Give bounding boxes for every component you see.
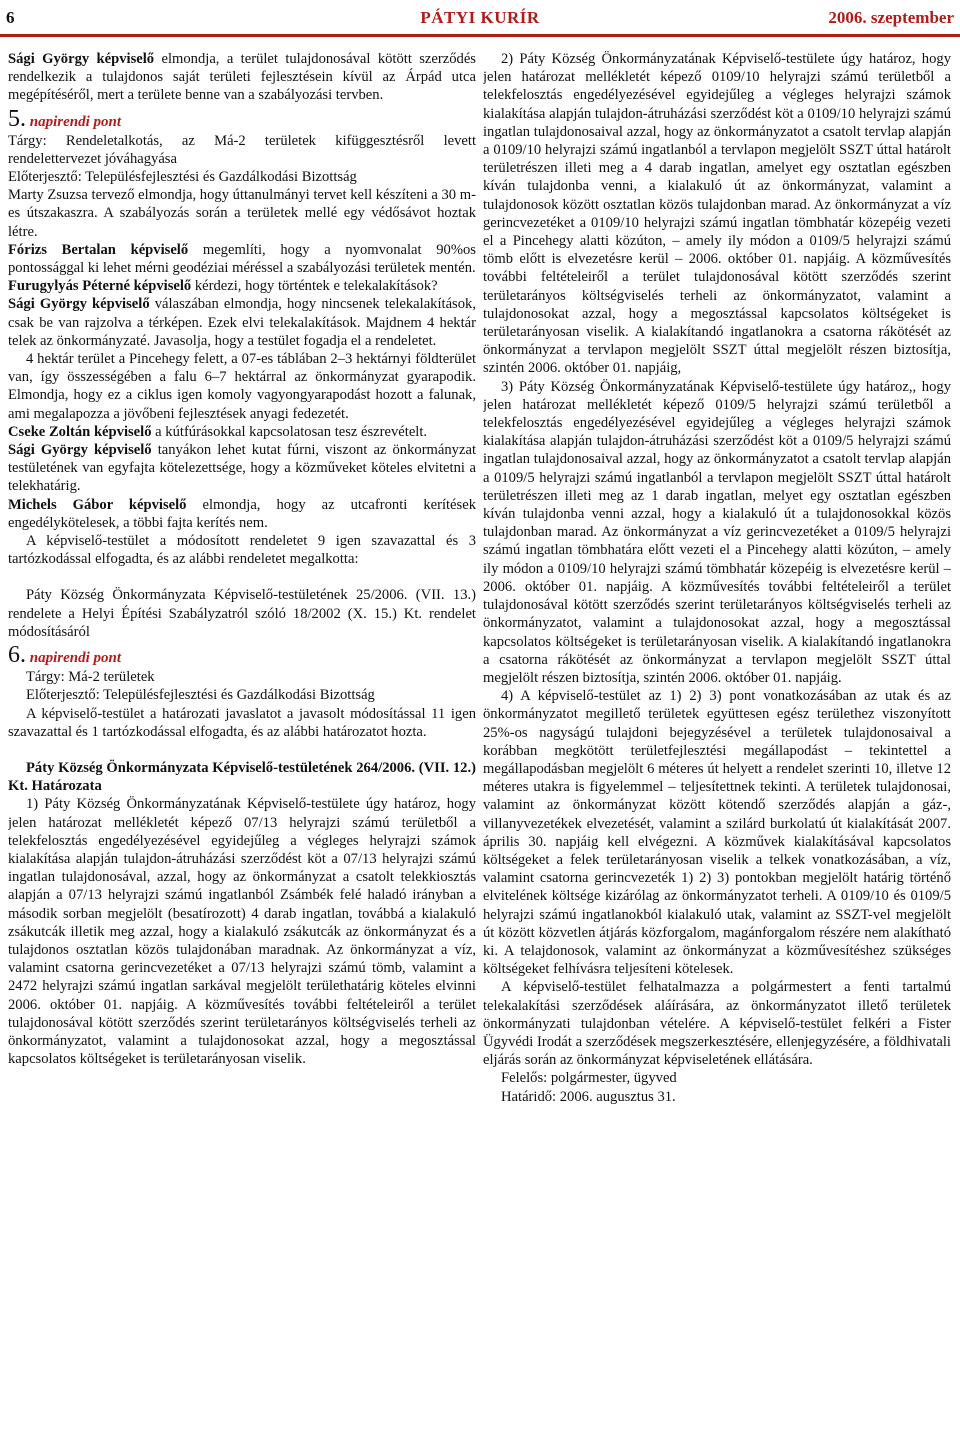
issue-date: 2006. szeptember xyxy=(828,8,954,27)
spacer xyxy=(8,568,476,586)
paragraph: 2) Páty Község Önkormányzatának Képviselő-testülete úgy határoz, hogy jelen határozat mellékletét képező 0109/10 helyrajzi számú területből a telekfelosztás engedélyezésével egyidejűleg a végleges helyrajzi számok kialakítása alapján tulajdon-átruházási szerződést köt a 0109/10 helyrajzi számú ingatlan tulajdonosaival azzal, hogy az önkormányzatot a csatolt tervlap alapján a 0109/10 helyrajzi számú ingatlanból a tervlapon megjelölt SSZT úttal határolt területrészen illeti meg a 4 darab ingatlan, amelyet egy osztatlan egészben kíván tulajdonba venni, a kialakuló út az önkormányzat, valamint a tulajdonosok között osztatlan közös tulajdonban marad. Az önkormányzat a víz gerincvezetéket a 0109/10 helyrajzi számú ingatlan tömbhatár közepéig vezeti el a Pincehegy alatti közúton, – amely ily módon a 0109/5 helyrajzi számú tömb előtt is elvezetésre kerül – 2006. október 01. napjáig. A közművesítés további feltételeiről a terület tulajdonosával kötött szerződés szerint területarányos költségviselés terheli az önkormányzatot, valamint a tulajdonosokat azzal, hogy a megosztással kapcsolatos költségeket is területarányosan viselik. A kialakítandó ingatlanokra a csatorna rákötését az önkormányzat a tervlapon megjelölt SSZT úttal megjelölt részen biztosítja, szintén 2006. október 01. napjáig, xyxy=(483,51,951,377)
agenda-heading: 6. napirendi pont xyxy=(8,642,122,669)
paragraph: A képviselő-testület a határozati javaslatot a javasolt módosítással 11 igen szavazattal és 1 tartózkodással elfogadta, és az alábbi határozatot hozta. xyxy=(8,705,476,740)
paragraph: Marty Zsuzsa tervező elmondja, hogy úttanulmányi tervet kell készíteni a 30 m-es útszakaszra. A szabályozás során a területek mellé egy védősávot hoztak létre. xyxy=(8,187,476,240)
speaker-name: Cseke Zoltán képviselő xyxy=(8,423,152,440)
paragraph: Michels Gábor képviselő elmondja, hogy az utcafronti kerítések engedélykötelesek, a többi fajta kerítés nem. xyxy=(8,496,476,531)
decree-title: Páty Község Önkormányzata Képviselő-testületének 25/2006. (VII. 13.) rendelete a Helyi Építési Szabályzatról szóló 18/2002 (X. 15.) Kt. rendelet módosításáról xyxy=(8,587,476,640)
paragraph: A képviselő-testület felhatalmazza a polgármestert a fenti tartalmú telekalakítási szerződések aláírására, az önkormányzatot illető területek önkormányzati tulajdonban vételére. A képviselő-testület felkéri a Fister Ügyvédi Irodát a szerződések megszerkesztésére, ellenjegyzésére, a földhivatali eljárás során az önkormányzat képviseletének ellátására. xyxy=(483,979,951,1069)
paragraph: 1) Páty Község Önkormányzatának Képviselő-testülete úgy határoz, hogy jelen határozat mellékletét képező 07/13 helyrajzi számú területből a telekfelosztás engedélyezésével egyidejűleg a végleges helyrajzi számok kialakítása alapján tulajdon-átruházási szerződést köt a 07/13 helyrajzi számú ingatlan tulajdonosával, azzal, hogy az önkormányzat a csatolt telekkiosztás alapján a 07/13 helyrajzi számú ingatlanból Zsámbék felé haladó irányban a második sorban megjelölt (besatírozott) 4 darab ingatlan, továbbá a kialakuló zsákutcák illetik meg azzal, hogy a kialakuló zsákutcák az önkormányzat és a tulajdonos osztatlan közös tulajdonában maradnak. Az önkormányzat a víz, valamint csatorna gerincvezetéket a 07/13 helyrajzi számú tömb, valamint a 2472 helyrajzi számú ingatlan sarkával megjelölt területhatárig köteles elvinni 2006. október 01. napjáig. A közművesítés további feltételeiről a terület tulajdonosával kötött szerződés szerint területarányos költségviselés terheli az önkormányzatot, valamint a tulajdonosokat azzal, hogy a megosztással kapcsolatos költségeket is területarányosan viselik. xyxy=(8,796,476,1068)
paragraph: Furugylyás Péterné képviselő kérdezi, hogy történtek e telekalakítások? xyxy=(8,278,438,295)
paragraph: 3) Páty Község Önkormányzatának Képviselő-testülete úgy határoz,, hogy jelen határozat mellékletét képező 0109/5 helyrajzi számú területből a telekfelosztás engedélyezésével egyidejűleg a végleges helyrajzi számok kialakítása alapján tulajdon-átruházási szerződést köt a 0109/5 helyrajzi számú ingatlan tulajdonosaival azzal, hogy az önkormányzatot a csatolt tervlap alapján a 0109/5 helyrajzi számú ingatlanból a tervlapon megjelölt SSZT úttal határolt területrészen illeti meg az 1 darab ingatlan, melyet egy osztatlan egészben kíván tulajdonba venni azzal, hogy a kialakuló út a tulajdonosokkal közös tulajdonban marad. Az önkormányzat a víz gerincvezetéket a 0109/5 helyrajzi számú ingatlan tömbhatára előtt vezeti el a Pincehegy alatti közúton, – amely ily módon a 0109/10 helyrajzi számú tömbhatár közepéig is elvezetésre kerül – 2006. október 01. napjáig. A közművesítés további feltételeiről a terület tulajdonosával kötött szerződés szerint területarányos költségviselés terheli az önkormányzatot, valamint a tulajdonosokat azzal, hogy a megosztással kapcsolatos költségeket is területarányosan viselik. A kialakítandó ingatlanokra a csatorna rákötését az önkormányzat a tervlapon megjelölt SSZT úttal megjelölt részen biztosítja, szintén 2006. október 01. napjáig. xyxy=(483,378,951,686)
paragraph: 4) A képviselő-testület az 1) 2) 3) pont vonatkozásában az utak és az önkormányzatot megillető területek együttesen egész területhez viszonyított 25%-os nagyságú tulajdoni bejegyzésével a területek tulajdonosaival a korábban megkötött területfejlesztési megállapodást – tekintettel a megállapodásban megjelölt 6 méteres út helyett a rendelet szerinti 10, illetve 12 méteres utakra is figyelemmel – teljesítettnek tekinti. A területek tulajdonosai, valamint az önkormányzat között kötendő szerződés alapján a gáz-, villanyvezetékek elvezetését, valamint a szilárd burkolatú út kialakítását 2007. április 30. napjáig kell elvégezni. A közművek kialakításával kapcsolatos költségeket a felek területarányosan viselik a telkek vonatkozásában, a víz, valamint csatorna gerincvezeték 1) 2) 3) pontokban megjelölt határig történő elvitelének költsége kizárólag az önkormányzatot terheli. A 0109/10 és 0109/5 helyrajzi számú ingatlanokból kialakuló utak, valamint az SSZT-vel megjelölt út között közvetlen átjárás közforgalom, magánforgalom részére nem alakítható ki. A telajdonosok, valamint az önkormányzat a közművesítéshez szükséges költségeket felhívásra teljesíteni kötelesek. xyxy=(483,688,951,978)
left-column xyxy=(8,50,476,1420)
page-header xyxy=(0,0,960,34)
speaker-name: Fórizs Bertalan képviselő xyxy=(8,241,189,258)
paragraph: A képviselő-testület a módosított rendeletet 9 igen szavazattal és 3 tartózkodással elfogadta, és az alábbi rendeletet megalkotta: xyxy=(8,533,476,568)
agenda-subject: Tárgy: Rendeletalkotás, az Má-2 területek kifüggesztésről levett rendelettervezet jóváhagyása xyxy=(8,132,476,167)
paragraph: Fórizs Bertalan képviselő megemlíti, hogy a nyomvonalat 90%os pontossággal ki lehet mérni geodéziai méréssel a szabályozási területek mentén. xyxy=(8,241,476,277)
agenda-heading: 5. napirendi pont xyxy=(8,105,122,132)
speaker-name: Sági György képviselő xyxy=(8,296,150,313)
deadline-line: Határidő: 2006. augusztus 31. xyxy=(501,1088,676,1105)
paragraph: Sági György képviselő tanyákon lehet kutat fúrni, viszont az önkormányzat testületének van egyfajta kötelezettsége, hogy a közműveket köteles elvitetni a telekhatárig. xyxy=(8,442,476,495)
agenda-subject: Tárgy: Má-2 területek xyxy=(26,669,155,686)
responsible-line: Felelős: polgármester, ügyved xyxy=(501,1070,677,1087)
speaker-name: Sági György képviselő xyxy=(8,51,155,67)
resolution-title: Páty Község Önkormányzata Képviselő-testületének 264/2006. (VII. 12.) Kt. Határozata xyxy=(8,759,476,795)
agenda-presenter: Előterjesztő: Településfejlesztési és Gazdálkodási Bizottság xyxy=(8,169,357,186)
publication-title: PÁTYI KURÍR xyxy=(420,8,540,27)
spacer xyxy=(8,741,476,759)
speaker-name: Furugylyás Péterné képviselő xyxy=(8,278,192,295)
right-column xyxy=(483,50,951,1420)
paragraph: 4 hektár terület a Pincehegy felett, a 07-es táblában 2–3 hektárnyi földterület van, így összességében a falu 6–7 hektárral az önkormányzat gyarapodik. Elmondja, hogy ez a ciklus igen komoly vagyongyarapodást hozott a falunak, ami megalapozza a jövőbeni fejlesztések anyagi fedezetét. xyxy=(8,351,476,422)
paragraph: Sági György képviselő válaszában elmondja, hogy nincsenek telekalakítások, csak be van rajzolva a térképen. Ezek elvi telekalakítások. Majdnem 4 hektár telek az önkormányzaté. Javasolja, hogy a testület fogadja el a rendeletet. xyxy=(8,296,476,349)
speaker-name: Sági György képviselő xyxy=(8,442,152,459)
agenda-presenter: Előterjesztő: Településfejlesztési és Gazdálkodási Bizottság xyxy=(26,687,375,704)
page-number: 6 xyxy=(6,8,15,27)
paragraph: Sági György képviselő elmondja, a terület tulajdonosával kötött szerződés rendelkezik a tulajdonos saját területi fejlesztésein kívül az Árpád utca megépítéséről, mert a területe benne van a szabályozási tervben. xyxy=(8,51,476,104)
paragraph: Cseke Zoltán képviselő a kútfúrásokkal kapcsolatosan tesz észrevételt. xyxy=(8,423,428,440)
header-rule xyxy=(0,34,960,37)
speaker-name: Michels Gábor képviselő xyxy=(8,496,187,513)
